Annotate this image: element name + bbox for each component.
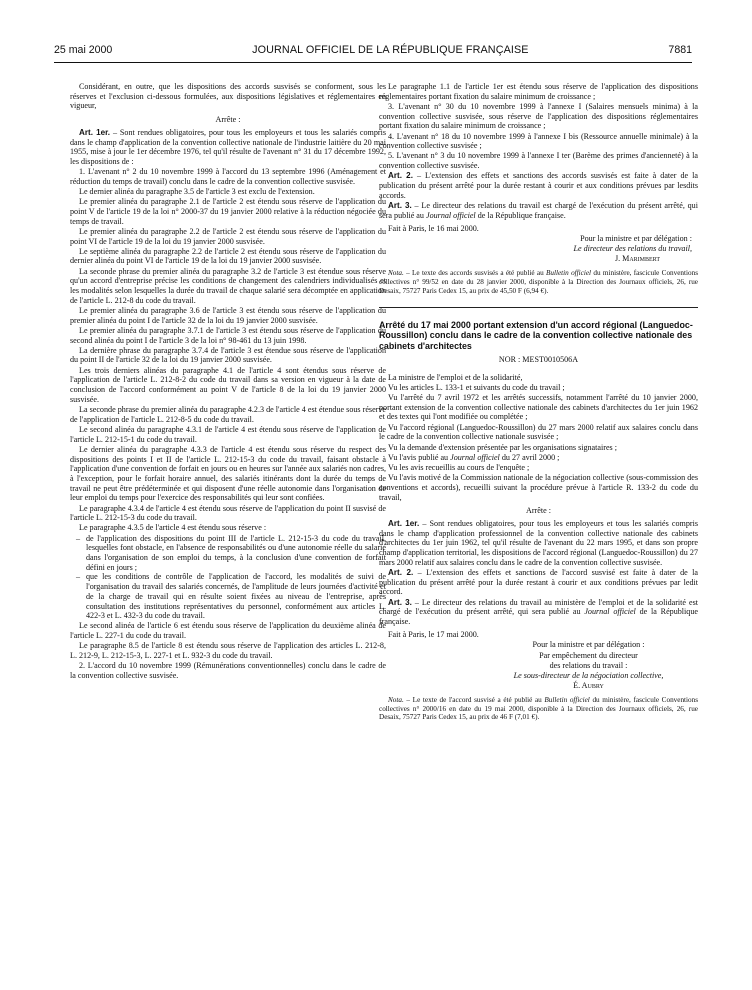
paragraph: Vu les articles L. 133-1 et suivants du code du travail ; [388, 382, 565, 392]
paragraph: Considérant, en outre, que les dispositions des accords susvisés se conforment, sous les réserves et l'exclusion ci-dessous formulées, aux dispositions législatives et réglementaires en vigueur, [70, 82, 386, 111]
journal-ref: Journal officiel [584, 607, 636, 617]
journal-ref: Journal officiel [425, 210, 476, 220]
list-item: – de l'application des dispositions du point III de l'article L. 212-15-3 du code du travail, lesquelles font obstacle, en l'absence de responsabilités ou d'une autonomie réelle du salarié dans l'organisation de son emploi du temps, à la conclusion d'une convention de forfait défini en jours ; [86, 534, 386, 573]
article-text: de la République française. [379, 607, 698, 626]
paragraph: Le paragraphe 8.5 de l'article 8 est étendu sous réserve de l'application des articles L. 212-8, L. 212-9, L. 212-15-3, L. 227-1 et L. 932-3 du code du travail. [70, 641, 386, 661]
bulletin-ref: Bulletin officiel [546, 269, 592, 278]
nota [379, 269, 698, 295]
article-text: de la République française. [475, 210, 566, 220]
article-label: Art. 3. [388, 200, 412, 210]
paragraph: Le paragraphe 4.3.5 de l'article 4 est étendu sous réserve : [79, 523, 267, 533]
article-label: Art. 2. [388, 567, 414, 577]
signature-name [379, 681, 698, 691]
paragraph: Le septième alinéa du paragraphe 2.2 de l'article 2 est étendu sous réserve de l'application du dernier alinéa du point VI de l'article 19 de la loi du 19 janvier 2000 susvisée. [70, 246, 386, 266]
article-2 [379, 568, 698, 597]
paragraph: 4. L'avenant n° 18 du 10 novembre 1999 à l'annexe I bis (Ressource annuelle minimale) à la convention collective susvisée ; [379, 131, 698, 151]
text: du 27 avril 2000 ; [499, 452, 560, 462]
signature-role: Le directeur des relations du travail, [573, 244, 692, 254]
nota-label: Nota. [388, 269, 404, 278]
article-text: – Le directeur des relations du travail est chargé de l'exécution du présent arrêté, qui sera publié au [379, 200, 698, 220]
paragraph: Le premier alinéa du paragraphe 3.6 de l'article 3 est étendu sous réserve de l'application du premier alinéa du point I de l'article 32 de la loi du 19 janvier 2000 susvisée. [70, 305, 386, 325]
signatory: É. Aubry [573, 681, 604, 691]
paragraph: Vu les avis recueillis au cours de l'enquête ; [388, 462, 530, 472]
nota-text: du ministère, fascicule Conventions collectives n° 2000/16 en date du 19 mai 2000, disponible à la Direction des Journaux officiels, 26, rue Desaix, 75727 Paris Cedex 15, au prix de 46 F (7,01 €). [379, 695, 698, 722]
article-text: – L'extension des effets et sanctions de l'accord susvisé est faite à dater de la publication du présent arrêté pour la durée restant à courir et aux conditions prévues par ledit accord. [379, 567, 698, 597]
article-1 [70, 128, 386, 167]
header-rule [54, 62, 692, 63]
signature-line: Par empêchement du directeur [539, 650, 638, 660]
paragraph: 5. L'avenant n° 3 du 10 novembre 1999 à l'annexe I ter (Barème des primes d'ancienneté) à la convention collective susvisée. [379, 151, 698, 171]
article-3 [379, 598, 698, 627]
paragraph: Vu l'avis motivé de la Commission nationale de la négociation collective (sous-commission des conventions et accords), recueilli suivant la procédure prévue à l'article R. 133-2 du code du travail, [379, 473, 698, 502]
bulletin-ref: Bulletin officiel [544, 695, 590, 704]
paragraph: Le premier alinéa du paragraphe 2.2 de l'article 2 est étendu sous réserve de l'application du point VI de l'article 19 de la loi du 19 janvier 2000 susvisée. [70, 226, 386, 246]
article-text: – L'extension des effets et sanctions des accords susvisés est faite à dater de la publication du présent arrêté pour la durée restant à courir et aux conditions prévues par lesdits accords. [379, 171, 698, 200]
left-column [70, 82, 386, 982]
paragraph: Le paragraphe 1.1 de l'article 1er est étendu sous réserve de l'application des dispositions réglementaires portant fixation du salaire minimum de croissance ; [379, 82, 698, 101]
article-text: – Sont rendues obligatoires, pour tous les employeurs et tous les salariés compris dans le champ d'application de la convention collective nationale de l'industrie laitière du 20 mai 1955, mise à jour le 1er décembre 1976, tel qu'il résulte de l'avenant n° 31 du 17 décembre 1992, les dispositions de : [70, 127, 386, 166]
fait-line: Fait à Paris, le 16 mai 2000. [388, 223, 479, 233]
header-page-number: 7881 [668, 44, 692, 56]
signature-line: Pour la ministre et par délégation : [532, 640, 645, 650]
right-column [379, 82, 698, 982]
article-text: – Le directeur des relations du travail au ministère de l'emploi et de la solidarité est chargé de l'exécution du présent arrêté, qui sera publié au [379, 597, 698, 617]
paragraph: 2. L'accord du 10 novembre 1999 (Rémunérations conventionnelles) conclu dans le cadre de la convention collective susvisée. [70, 661, 386, 680]
paragraph: La seconde phrase du premier alinéa du paragraphe 4.2.3 de l'article 4 est étendue sous réserve de l'application de l'article L. 212-8-5 du code du travail. [70, 405, 386, 424]
paragraph: La seconde phrase du premier alinéa du paragraphe 3.2 de l'article 3 est étendue sous réserve qu'un accord d'entreprise précise les conditions de changement des calendriers individualisés et les modalités selon lesquelles la durée du travail de chaque salarié sera décomptée en application de l'article L. 212-8 du code du travail. [70, 266, 386, 305]
paragraph: Le paragraphe 4.3.4 de l'article 4 est étendu sous réserve de l'application du point II susvisé de l'article L. 212-15-3 du code du travail. [70, 503, 386, 523]
nota-text: – Le texte des accords susvisés a été publié au [403, 269, 546, 278]
article-2 [379, 171, 698, 200]
paragraph: La ministre de l'emploi et de la solidarité, [388, 372, 523, 382]
article-label: Art. 3. [388, 597, 412, 607]
signature-name [379, 254, 698, 264]
paragraph: Le dernier alinéa du paragraphe 4.3.3 de l'article 4 est étendu sous réserve du respect des dispositions des points I et II de l'article L. 212-15-3 du code du travail, faisant obstacle à l'application d'une convention de forfait en jours ou en heures sur l'année aux salariés non cadres, à l'exception, pour le forfait horaire annuel, des salariés itinérants dont la durée du temps de travail ne peut être prédéterminée et qui disposent d'une réelle autonomie dans l'organisation de leur emploi du temps pour l'exercice des responsabilités qui leur sont confiées. [70, 444, 386, 503]
paragraph: Le second alinéa de l'article 6 est étendu sous réserve de l'application du deuxième alinéa de l'article L. 227-1 du code du travail. [70, 621, 386, 641]
arrete-title: Arrêté du 17 mai 2000 portant extension d'un accord régional (Languedoc-Roussillon) conclu dans le cadre de la convention collective nationale des cabinets d'architectes [379, 320, 693, 351]
list-item: – que les conditions de contrôle de l'application de l'accord, les modalités de suivi de l'organisation du travail des salariés concernés, de l'amplitude de leurs journées d'activité et de la charge de travail qui en résulte soient fixées au niveau de l'entreprise, après consultation des institutions représentatives du personnel, conformément aux articles L. 422-3 et L. 432-3 du code du travail. [86, 572, 386, 621]
article-label: Art. 1er. [79, 127, 111, 137]
paragraph: Le dernier alinéa du paragraphe 3.5 de l'article 3 est exclu de l'extension. [79, 187, 315, 197]
signature-line: Pour la ministre et par délégation : [580, 234, 692, 244]
paragraph: Vu l'arrêté du 7 avril 1972 et les arrêtés successifs, notamment l'arrêté du 10 janvier 2000, portant extension de la convention collective nationale des cabinets d'architectes du 1er juin 1962 et des textes qui l'ont modifiée ou complétée ; [379, 392, 698, 422]
text: Vu l'avis publié au [388, 452, 451, 462]
nor-reference [379, 355, 698, 365]
article-label: Art. 2. [388, 171, 413, 181]
signature-line: des relations du travail : [549, 660, 628, 670]
signature-line [379, 244, 698, 254]
paragraph: 3. L'avenant n° 30 du 10 novembre 1999 à l'annexe I (Salaires mensuels minima) à la convention collective susvisée, sous réserve de l'application des dispositions réglementaires portant fixation du salaire minimum de croissance ; [379, 101, 698, 131]
nota-text: – Le texte de l'accord susvisé a été publié au [403, 695, 545, 704]
journal-ref: Journal officiel [450, 452, 500, 462]
signatory: J. Marimbert [614, 254, 660, 264]
article-text: – Sont rendues obligatoires, pour tous les employeurs et tous les salariés compris dans le champ d'application professionnel de la convention collective nationale des cabinets d'architectes du 1er juin 1962, tel qu'il résulte de l'avenant du 22 mars 1995, et dans son propre champ d'application territorial, les dispositions de l'accord régional (Languedoc-Roussillon) du 27 mars 2000 relatif aux salaires conclu dans le cadre de la convention collective susvisée. [379, 518, 698, 567]
article-3 [379, 201, 698, 220]
paragraph: Le premier alinéa du paragraphe 3.7.1 de l'article 3 est étendu sous réserve de l'application du second alinéa du point I de l'article 3 de la loi n° 98-461 du 13 juin 1998. [70, 325, 386, 345]
paragraph: La dernière phrase du paragraphe 3.7.4 de l'article 3 est étendue sous réserve de l'application du point II de l'article 32 de la loi du 19 janvier 2000 susvisée. [70, 345, 386, 365]
reserve-list [70, 534, 386, 621]
article-1 [379, 519, 698, 568]
fait-line: Fait à Paris, le 17 mai 2000. [388, 630, 479, 640]
paragraph: Vu l'accord régional (Languedoc-Roussillon) du 27 mars 2000 relatif aux salaires conclu dans le cadre de la convention collective nationale susvisée ; [379, 422, 698, 442]
paragraph: Le second alinéa du paragraphe 4.3.1 de l'article 4 est étendu sous réserve de l'application de l'article L. 212-15-1 du code du travail. [70, 424, 386, 444]
paragraph: Vu la demande d'extension présentée par les organisations signataires ; [388, 442, 617, 452]
nor-text: NOR : MEST0010506A [498, 354, 579, 364]
nota-label: Nota. [388, 695, 404, 704]
arrete-heading: Arrête : [526, 506, 551, 516]
header-title: JOURNAL OFFICIEL DE LA RÉPUBLIQUE FRANÇAISE [252, 44, 529, 56]
nota [379, 696, 698, 722]
arrete-heading: Arrête : [215, 115, 241, 125]
header-date: 25 mai 2000 [54, 44, 113, 56]
paragraph: Le premier alinéa du paragraphe 2.1 de l'article 2 est étendu sous réserve de l'application du point V de l'article 19 de la loi n° 2000-37 du 19 janvier 2000 relative à la réduction négociée du temps de travail. [70, 197, 386, 226]
page-header [54, 44, 692, 60]
signature-role: Le sous-directeur de la négociation collective, [513, 670, 664, 680]
paragraph [379, 453, 698, 463]
nota-text: du ministère, fascicule Conventions collectives n° 99/52 en date du 28 janvier 2000, disponible à la Direction des Journaux officiels, 26, rue Desaix, 75727 Paris Cedex 15, au prix de 45,50 F (6,94 €). [379, 269, 698, 295]
signature-line [379, 671, 698, 681]
paragraph: Les trois derniers alinéas du paragraphe 4.1 de l'article 4 sont étendus sous réserve de l'application de l'article L. 212-8-2 du code du travail dans sa version en vigueur à la date de conclusion de l'accord conformément au point V de l'article 8 de la loi du 19 janvier 2000 susvisée. [70, 365, 386, 404]
article-label: Art. 1er. [388, 518, 420, 528]
section-divider [379, 307, 698, 308]
paragraph: 1. L'avenant n° 2 du 10 novembre 1999 à l'accord du 13 septembre 1996 (Aménagement et réduction du temps de travail) conclu dans le cadre de la convention collective susvisée. [70, 167, 386, 186]
